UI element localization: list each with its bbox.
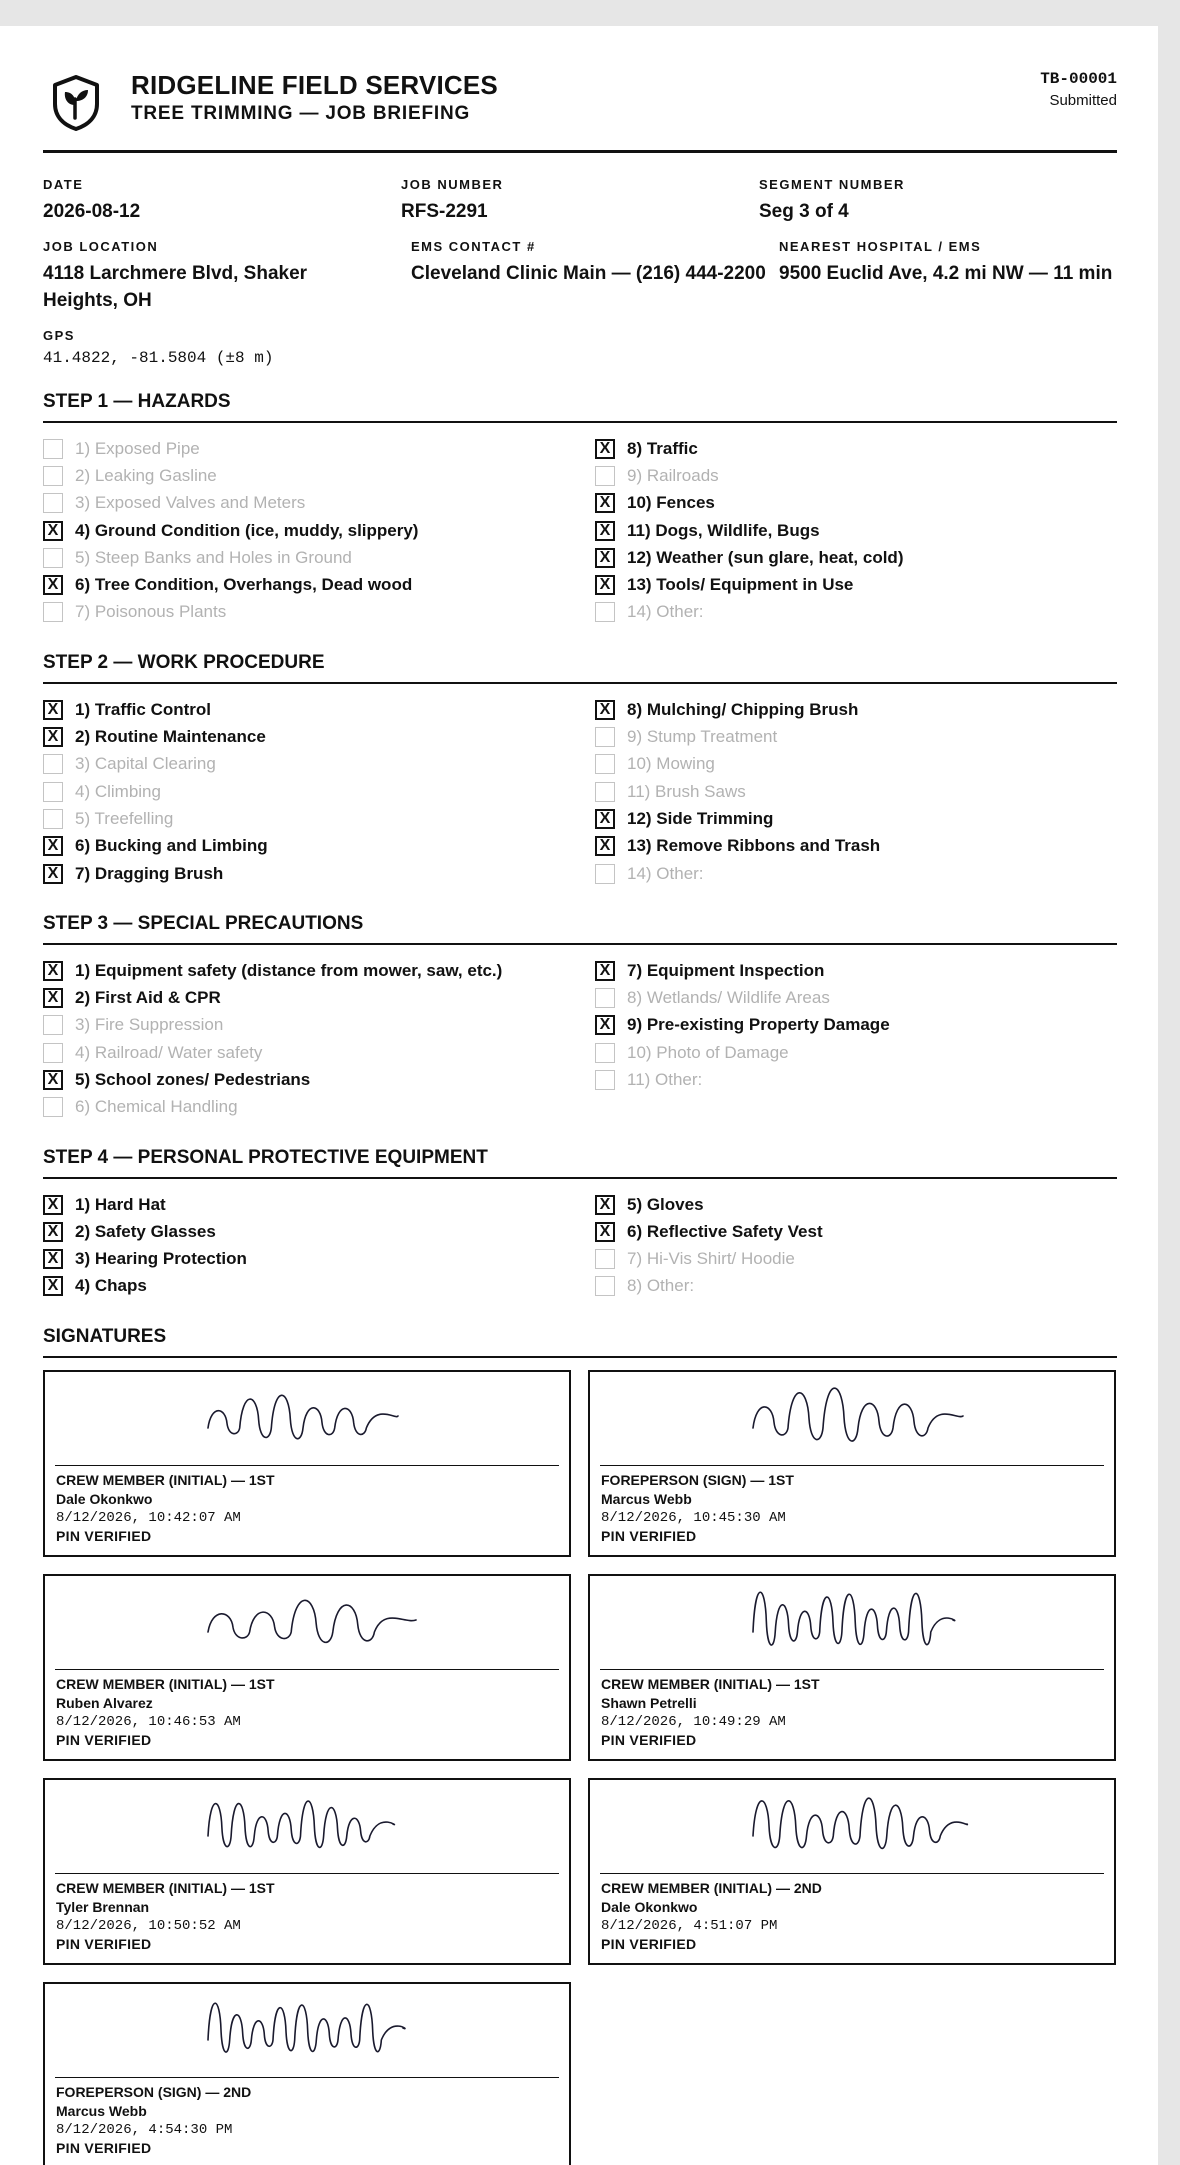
signature-role: CREW MEMBER (INITIAL) — 2ND [601, 1880, 822, 1897]
checkbox[interactable] [595, 864, 615, 884]
checkbox-item[interactable] [43, 696, 595, 723]
checkbox-label: 11) Dogs, Wildlife, Bugs [627, 520, 820, 540]
checkbox-item[interactable] [43, 833, 595, 860]
section-title: STEP 2 — WORK PROCEDURE [43, 652, 1117, 684]
checkbox[interactable]: X [43, 864, 63, 884]
document-id: TB-00001 [1040, 70, 1117, 88]
signature-stroke [753, 1592, 955, 1645]
signer-name: Ruben Alvarez [56, 1695, 153, 1712]
checkbox-label: 3) Hearing Protection [75, 1249, 247, 1269]
checkbox-label: 5) School zones/ Pedestrians [75, 1069, 311, 1089]
meta-date [43, 177, 401, 225]
checkbox[interactable] [595, 988, 615, 1008]
checkbox[interactable] [43, 754, 63, 774]
checkbox-item[interactable] [43, 435, 595, 462]
checkbox-item[interactable] [43, 517, 595, 544]
checkbox-label: 10) Photo of Damage [627, 1042, 789, 1062]
checklist-right-column [595, 435, 1117, 626]
section-title: STEP 1 — HAZARDS [43, 391, 1117, 423]
signature-card [43, 1370, 571, 1557]
checkbox-label: 10) Mowing [627, 754, 715, 774]
signature-timestamp: 8/12/2026, 10:46:53 AM [56, 1714, 241, 1731]
signature-line [55, 1465, 559, 1466]
checkbox-label: 14) Other: [627, 863, 704, 883]
meta-gps [43, 328, 1117, 367]
signature-timestamp: 8/12/2026, 10:50:52 AM [56, 1918, 241, 1935]
checkbox-item[interactable] [43, 462, 595, 489]
checkbox-label: 13) Remove Ribbons and Trash [627, 836, 881, 856]
checkbox-item[interactable] [595, 571, 1117, 598]
signature-timestamp: 8/12/2026, 10:49:29 AM [601, 1714, 786, 1731]
checkbox[interactable] [43, 1097, 63, 1117]
handwritten-signature [45, 1372, 569, 1467]
ems-value: Cleveland Clinic Main — (216) 444-2200 [411, 263, 766, 284]
checkbox-item[interactable] [43, 490, 595, 517]
signature-line [55, 1669, 559, 1670]
meta-location [43, 239, 411, 314]
checkbox[interactable]: X [595, 548, 615, 568]
checkbox[interactable] [43, 548, 63, 568]
checklist-left-column [43, 696, 595, 887]
checkbox[interactable] [595, 727, 615, 747]
signer-name: Marcus Webb [601, 1491, 692, 1508]
checklist [43, 696, 1117, 887]
section-hazards [43, 391, 1117, 626]
checkbox-item[interactable] [595, 490, 1117, 517]
checkbox-label: 4) Railroad/ Water safety [75, 1042, 263, 1062]
checkbox-label: 11) Other: [627, 1069, 703, 1089]
signature-line [55, 2077, 559, 2078]
gps-label: GPS [43, 328, 75, 343]
signature-role: CREW MEMBER (INITIAL) — 1ST [56, 1472, 275, 1489]
signature-role: FOREPERSON (SIGN) — 2ND [56, 2084, 252, 2101]
checkbox-label: 6) Bucking and Limbing [75, 836, 268, 856]
checkbox[interactable]: X [43, 1276, 63, 1296]
meta-hospital [779, 239, 1117, 314]
checkbox[interactable]: X [43, 700, 63, 720]
section-title: STEP 4 — PERSONAL PROTECTIVE EQUIPMENT [43, 1147, 1117, 1179]
checkbox[interactable]: X [595, 836, 615, 856]
checkbox-item[interactable] [595, 1066, 1117, 1093]
checkbox-label: 1) Traffic Control [75, 699, 212, 719]
checkbox[interactable]: X [43, 575, 63, 595]
checkbox[interactable] [43, 782, 63, 802]
checkbox-label: 1) Hard Hat [75, 1194, 166, 1214]
checkbox[interactable]: X [595, 493, 615, 513]
segment-label: SEGMENT NUMBER [759, 177, 905, 192]
checkbox[interactable] [595, 754, 615, 774]
checkbox-label: 9) Railroads [627, 465, 719, 485]
checkbox[interactable] [595, 782, 615, 802]
checkbox-item[interactable] [595, 1191, 1117, 1218]
checkbox-label: 4) Ground Condition (ice, muddy, slippery) [75, 520, 419, 540]
signature-timestamp: 8/12/2026, 10:45:30 AM [601, 1510, 786, 1527]
checkbox-label: 14) Other: [627, 602, 704, 622]
meta-row-2 [43, 239, 1117, 314]
checkbox-item[interactable] [595, 1012, 1117, 1039]
signature-role: CREW MEMBER (INITIAL) — 1ST [56, 1880, 275, 1897]
checkbox-item[interactable] [595, 1039, 1117, 1066]
signature-stroke [753, 1388, 963, 1441]
pin-status: PIN VERIFIED [601, 1732, 697, 1749]
checkbox-item[interactable] [595, 1273, 1117, 1300]
document-header [43, 26, 1117, 153]
checkbox[interactable]: X [43, 1195, 63, 1215]
handwritten-signature [590, 1780, 1114, 1875]
checkbox[interactable] [43, 1015, 63, 1035]
checkbox[interactable] [43, 602, 63, 622]
signature-stroke [208, 1395, 398, 1438]
checkbox-item[interactable] [43, 1191, 595, 1218]
checkbox-label: 1) Exposed Pipe [75, 438, 200, 458]
checkbox-item[interactable] [43, 1039, 595, 1066]
hospital-value: 9500 Euclid Ave, 4.2 mi NW — 11 min [779, 263, 1113, 284]
signature-card [588, 1370, 1116, 1557]
signature-timestamp: 8/12/2026, 10:42:07 AM [56, 1510, 241, 1527]
checkbox-item[interactable] [43, 1246, 595, 1273]
signature-card [43, 1982, 571, 2165]
signature-role: CREW MEMBER (INITIAL) — 1ST [56, 1676, 275, 1693]
pin-status: PIN VERIFIED [601, 1936, 697, 1953]
checkbox-item[interactable] [43, 778, 595, 805]
checkbox-item[interactable] [595, 435, 1117, 462]
signature-stroke [208, 2003, 405, 2052]
handwritten-signature [590, 1576, 1114, 1671]
checkbox-item[interactable] [43, 860, 595, 887]
checkbox[interactable] [595, 466, 615, 486]
checklist-left-column [43, 1191, 595, 1300]
checkbox[interactable]: X [595, 1015, 615, 1035]
pin-status: PIN VERIFIED [56, 2140, 152, 2157]
meta-row-1 [43, 177, 1117, 225]
checklist-left-column [43, 957, 595, 1121]
section-signatures [43, 1326, 1117, 2165]
checkbox-label: 8) Traffic [627, 438, 698, 458]
checkbox[interactable] [43, 493, 63, 513]
checkbox-item[interactable] [595, 957, 1117, 984]
checkbox-label: 2) First Aid & CPR [75, 988, 221, 1008]
checkbox-label: 3) Fire Suppression [75, 1015, 224, 1035]
checkbox-item[interactable] [595, 544, 1117, 571]
checkbox-label: 4) Chaps [75, 1276, 147, 1296]
document-title: TREE TRIMMING — JOB BRIEFING [131, 103, 471, 124]
checkbox-label: 12) Weather (sun glare, heat, cold) [627, 547, 904, 567]
checkbox-label: 2) Safety Glasses [75, 1221, 216, 1241]
org-name: RIDGELINE FIELD SERVICES [131, 70, 498, 100]
handwritten-signature [590, 1372, 1114, 1467]
checkbox-label: 8) Other: [627, 1276, 695, 1296]
signature-stroke [208, 1801, 394, 1847]
checkbox-item[interactable] [43, 1066, 595, 1093]
ems-label: EMS CONTACT # [411, 239, 536, 254]
checkbox-item[interactable] [595, 462, 1117, 489]
document-status: Submitted [1049, 92, 1117, 109]
checkbox-label: 3) Capital Clearing [75, 754, 216, 774]
checkbox-item[interactable] [43, 1094, 595, 1121]
briefing-form [43, 26, 1117, 2165]
pin-status: PIN VERIFIED [56, 1936, 152, 1953]
section-title: SIGNATURES [43, 1326, 1117, 1358]
checkbox-label: 5) Steep Banks and Holes in Ground [75, 547, 352, 567]
checkbox-item[interactable] [43, 805, 595, 832]
meta-segment [759, 177, 1117, 225]
checkbox[interactable]: X [43, 1070, 63, 1090]
checkbox-item[interactable] [595, 833, 1117, 860]
checkbox-item[interactable] [595, 778, 1117, 805]
section-special-precautions [43, 913, 1117, 1121]
checkbox-item[interactable] [595, 984, 1117, 1011]
checkbox-label: 9) Stump Treatment [627, 727, 778, 747]
checkbox-label: 2) Leaking Gasline [75, 465, 217, 485]
signature-role: FOREPERSON (SIGN) — 1ST [601, 1472, 794, 1489]
checkbox-item[interactable] [43, 544, 595, 571]
checkbox[interactable]: X [43, 1249, 63, 1269]
signature-timestamp: 8/12/2026, 4:54:30 PM [56, 2122, 233, 2139]
checkbox-label: 5) Treefelling [75, 808, 174, 828]
checkbox-label: 6) Chemical Handling [75, 1097, 238, 1117]
signature-card [43, 1574, 571, 1761]
hospital-label: NEAREST HOSPITAL / EMS [779, 239, 982, 254]
date-value: 2026-08-12 [43, 201, 141, 222]
checkbox-item[interactable] [595, 1246, 1117, 1273]
section-title: STEP 3 — SPECIAL PRECAUTIONS [43, 913, 1117, 945]
checklist-left-column [43, 435, 595, 626]
checkbox-label: 6) Tree Condition, Overhangs, Dead wood [75, 575, 413, 595]
job-number-value: RFS-2291 [401, 201, 488, 222]
checkbox-label: 8) Mulching/ Chipping Brush [627, 699, 859, 719]
checkbox-label: 7) Poisonous Plants [75, 602, 227, 622]
checkbox-label: 5) Gloves [627, 1194, 704, 1214]
checklist-right-column [595, 1191, 1117, 1300]
checkbox[interactable]: X [595, 575, 615, 595]
signer-name: Dale Okonkwo [56, 1491, 153, 1508]
checkbox-item[interactable] [43, 599, 595, 626]
scrollbar[interactable] [1158, 26, 1180, 2165]
checkbox-item[interactable] [43, 984, 595, 1011]
meta-job-number [401, 177, 759, 225]
checkbox-item[interactable] [43, 1012, 595, 1039]
checkbox[interactable]: X [595, 521, 615, 541]
briefing-page [0, 26, 1158, 2165]
section-work-procedure [43, 652, 1117, 887]
pin-status: PIN VERIFIED [601, 1528, 697, 1545]
checklist [43, 435, 1117, 626]
location-label: JOB LOCATION [43, 239, 159, 254]
checkbox-item[interactable] [595, 696, 1117, 723]
checklist [43, 1191, 1117, 1300]
checkbox-label: 7) Hi-Vis Shirt/ Hoodie [627, 1249, 795, 1269]
checkbox[interactable]: X [595, 439, 615, 459]
signer-name: Shawn Petrelli [601, 1695, 697, 1712]
checkbox-label: 1) Equipment safety (distance from mower, saw, etc.) [75, 960, 503, 980]
checkbox-item[interactable] [595, 751, 1117, 778]
checkbox[interactable] [595, 1276, 615, 1296]
checkbox[interactable]: X [43, 961, 63, 981]
checkbox[interactable]: X [595, 809, 615, 829]
checkbox[interactable]: X [595, 700, 615, 720]
meta-ems [411, 239, 779, 314]
pin-status: PIN VERIFIED [56, 1732, 152, 1749]
checkbox-item[interactable] [595, 860, 1117, 887]
checkbox-label: 12) Side Trimming [627, 808, 774, 828]
signature-card [588, 1574, 1116, 1761]
checkbox-label: 6) Reflective Safety Vest [627, 1221, 823, 1241]
checkbox[interactable]: X [43, 727, 63, 747]
checkbox[interactable] [595, 1043, 615, 1063]
checkbox-label: 9) Pre-existing Property Damage [627, 1015, 890, 1035]
signature-line [600, 1669, 1104, 1670]
job-number-label: JOB NUMBER [401, 177, 504, 192]
signature-grid [43, 1370, 1117, 2165]
shield-leaf-icon [51, 74, 101, 132]
checkbox[interactable] [43, 466, 63, 486]
checkbox[interactable]: X [595, 1195, 615, 1215]
checkbox[interactable]: X [43, 521, 63, 541]
checkbox-label: 13) Tools/ Equipment in Use [627, 575, 854, 595]
segment-value: Seg 3 of 4 [759, 201, 849, 222]
signer-name: Marcus Webb [56, 2103, 147, 2120]
handwritten-signature [45, 1984, 569, 2079]
checkbox-label: 8) Wetlands/ Wildlife Areas [627, 988, 830, 1008]
checkbox-item[interactable] [43, 751, 595, 778]
signature-timestamp: 8/12/2026, 4:51:07 PM [601, 1918, 778, 1935]
checkbox-item[interactable] [43, 957, 595, 984]
pin-status: PIN VERIFIED [56, 1528, 152, 1545]
checkbox-item[interactable] [43, 1218, 595, 1245]
signature-stroke [208, 1600, 416, 1642]
checkbox-label: 11) Brush Saws [627, 781, 746, 801]
checkbox-item[interactable] [595, 723, 1117, 750]
checkbox-label: 7) Dragging Brush [75, 863, 224, 883]
checklist-right-column [595, 957, 1117, 1121]
checkbox-label: 2) Routine Maintenance [75, 727, 266, 747]
signature-line [600, 1465, 1104, 1466]
checkbox[interactable] [595, 1070, 615, 1090]
checkbox[interactable] [43, 809, 63, 829]
signature-line [55, 1873, 559, 1874]
checkbox-item[interactable] [595, 805, 1117, 832]
checkbox[interactable]: X [43, 988, 63, 1008]
checkbox-item[interactable] [595, 517, 1117, 544]
section-ppe [43, 1147, 1117, 1300]
date-label: DATE [43, 177, 84, 192]
signature-stroke [753, 1798, 967, 1848]
signature-role: CREW MEMBER (INITIAL) — 1ST [601, 1676, 820, 1693]
checkbox[interactable] [43, 439, 63, 459]
location-value: 4118 Larchmere Blvd, Shaker Heights, OH [43, 263, 308, 311]
checklist-right-column [595, 696, 1117, 887]
checkbox-label: 3) Exposed Valves and Meters [75, 493, 306, 513]
checkbox[interactable] [595, 602, 615, 622]
checkbox-item[interactable] [595, 1218, 1117, 1245]
checkbox[interactable] [595, 1249, 615, 1269]
signature-card [588, 1778, 1116, 1965]
checkbox-item[interactable] [43, 723, 595, 750]
checkbox-item[interactable] [43, 571, 595, 598]
signer-name: Tyler Brennan [56, 1899, 150, 1916]
checkbox-item[interactable] [595, 599, 1117, 626]
checkbox[interactable] [43, 1043, 63, 1063]
checkbox-label: 10) Fences [627, 493, 715, 513]
signature-card [43, 1778, 571, 1965]
handwritten-signature [45, 1576, 569, 1671]
gps-value: 41.4822, -81.5804 (±8 m) [43, 349, 274, 367]
signer-name: Dale Okonkwo [601, 1899, 698, 1916]
checklist [43, 957, 1117, 1121]
checkbox-label: 7) Equipment Inspection [627, 960, 825, 980]
signature-line [600, 1873, 1104, 1874]
checkbox-label: 4) Climbing [75, 781, 161, 801]
handwritten-signature [45, 1780, 569, 1875]
checkbox[interactable]: X [595, 961, 615, 981]
checkbox-item[interactable] [43, 1273, 595, 1300]
checkbox[interactable]: X [595, 1222, 615, 1242]
checkbox[interactable]: X [43, 1222, 63, 1242]
checkbox[interactable]: X [43, 836, 63, 856]
